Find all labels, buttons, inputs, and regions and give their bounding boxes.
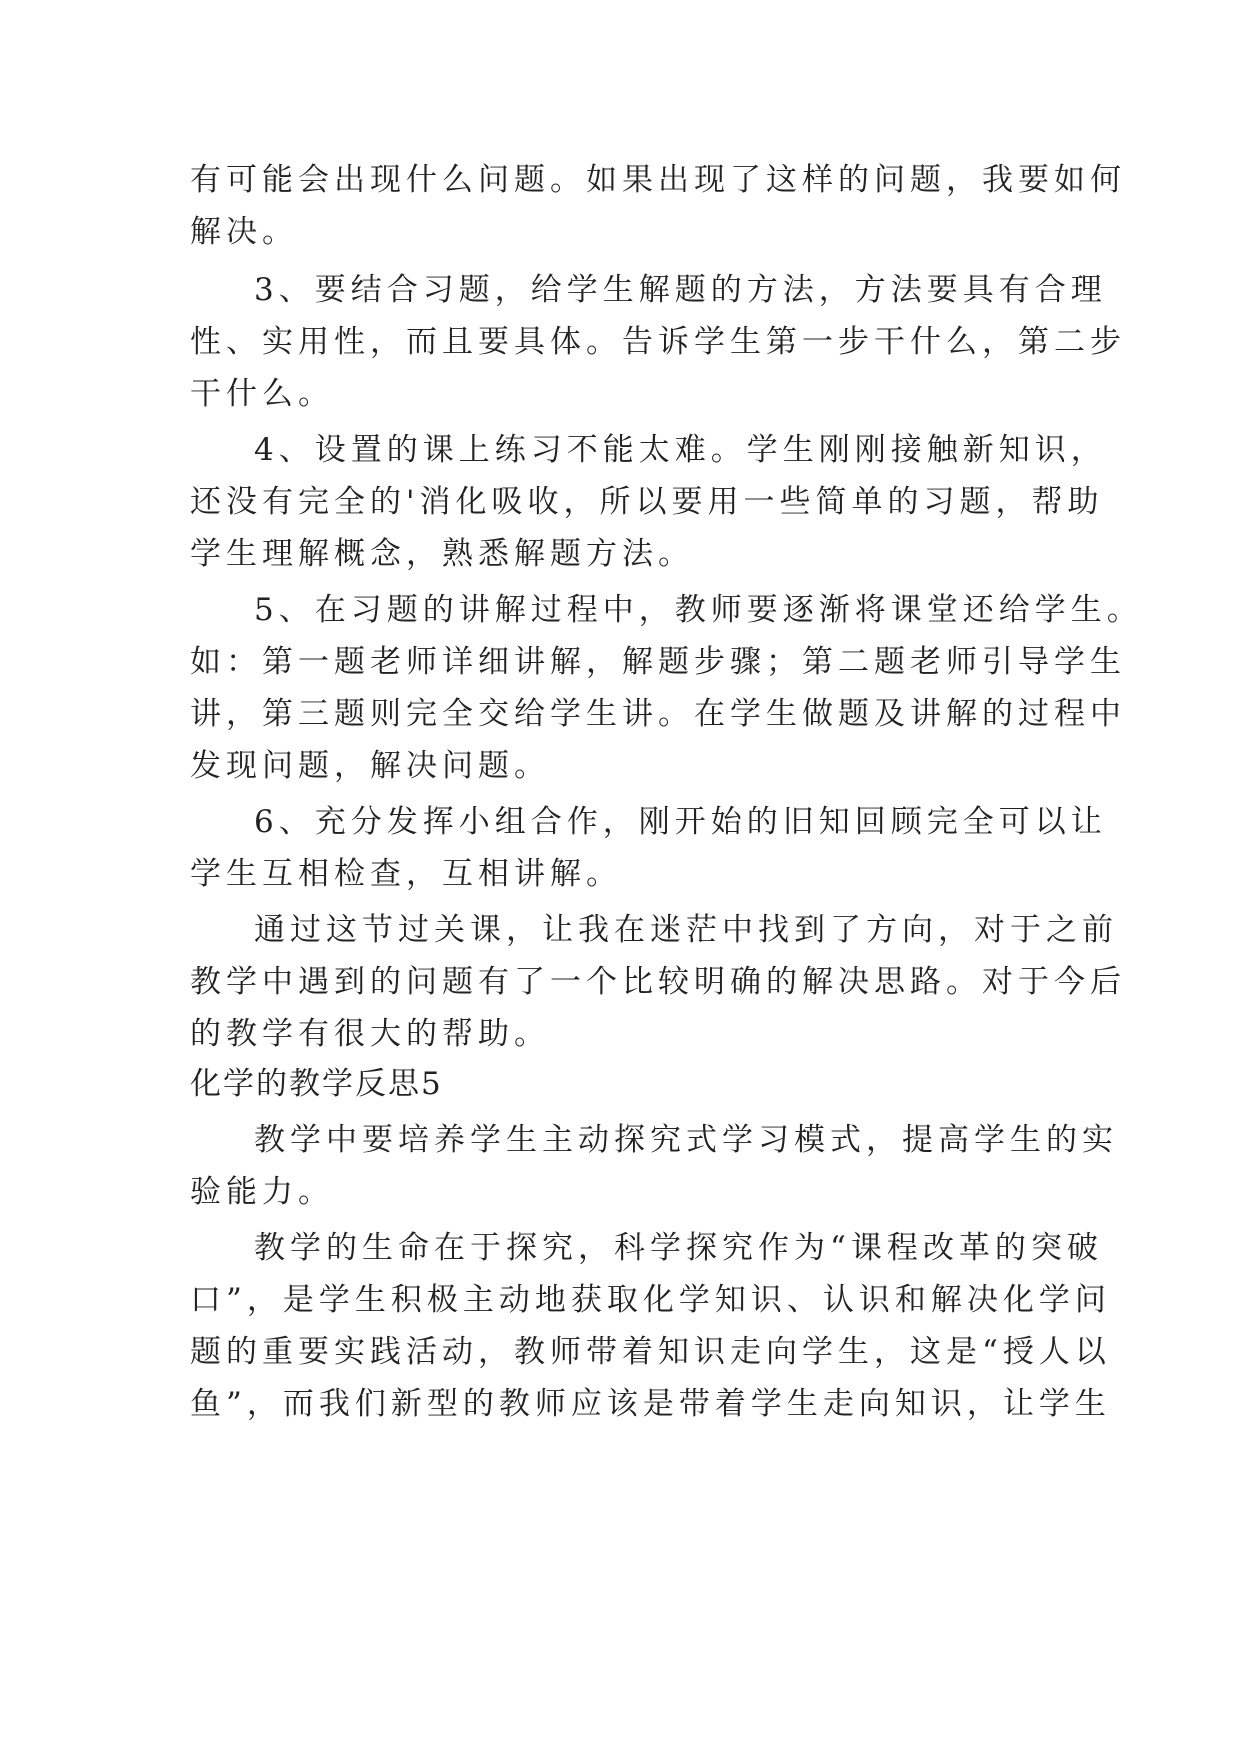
text-line: 的教学有很大的帮助。 [190,1016,550,1052]
text-line: 题的重要实践活动，教师带着知识走向学生，这是“授人以 [190,1334,1111,1370]
text-line: 学生理解概念，熟悉解题方法。 [190,536,694,572]
text-line: 学生互相检查，互相讲解。 [190,856,622,892]
text-line: 口”，是学生积极主动地获取化学知识、认识和解决化学问 [190,1282,1111,1318]
text-line: 验能力。 [190,1174,334,1210]
text-line: 还没有完全的'消化吸收，所以要用一些简单的习题，帮助 [190,484,1104,520]
text-line: 鱼”，而我们新型的教师应该是带着学生走向知识，让学生 [190,1386,1111,1422]
text-line: 性、实用性，而且要具体。告诉学生第一步干什么，第二步 [190,324,1126,360]
paragraph-start-line: 3、要结合习题，给学生解题的方法，方法要具有合理 [254,272,1107,308]
text-line: 干什么。 [190,376,334,412]
text-line: 有可能会出现什么问题。如果出现了这样的问题，我要如何 [190,162,1126,198]
text-line: 如：第一题老师详细讲解，解题步骤；第二题老师引导学生 [190,644,1126,680]
paragraph-start-line: 4、设置的课上练习不能太难。学生刚刚接触新知识， [254,432,1107,468]
text-line: 发现问题，解决问题。 [190,748,550,784]
section-heading: 化学的教学反思5 [190,1066,443,1102]
paragraph-start-line: 6、充分发挥小组合作，刚开始的旧知回顾完全可以让 [254,804,1107,840]
paragraph-start-line: 教学的生命在于探究，科学探究作为“课程改革的突破 [254,1230,1103,1266]
paragraph-start-line: 教学中要培养学生主动探究式学习模式，提高学生的实 [254,1122,1118,1158]
text-line: 讲，第三题则完全交给学生讲。在学生做题及讲解的过程中 [190,696,1126,732]
paragraph-start-line: 通过这节过关课，让我在迷茫中找到了方向，对于之前 [254,912,1118,948]
paragraph-start-line: 5、在习题的讲解过程中，教师要逐渐将课堂还给学生。 [254,592,1143,628]
text-line: 教学中遇到的问题有了一个比较明确的解决思路。对于今后 [190,964,1126,1000]
text-line: 解决。 [190,214,298,250]
